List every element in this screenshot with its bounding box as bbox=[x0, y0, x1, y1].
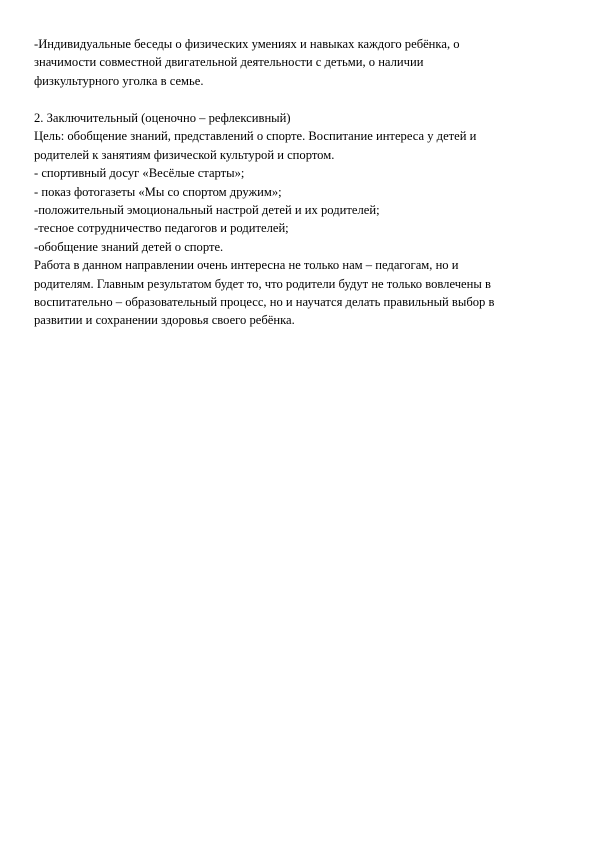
goal-line: родителей к занятиям физической культурой и спортом. bbox=[34, 147, 335, 162]
conclusion-line: Работа в данном направлении очень интересна не только нам – педагогам, но и bbox=[34, 258, 459, 273]
conclusion-line: воспитательно – образовательный процесс, но и научатся делать правильный выбор в bbox=[34, 295, 495, 310]
list-item: -обобщение знаний детей о спорте. bbox=[34, 239, 224, 254]
list-item: - спортивный досуг «Весёлые старты»; bbox=[34, 166, 245, 181]
intro-line: физкультурного уголка в семье. bbox=[34, 73, 204, 88]
conclusion-line: развитии и сохранении здоровья своего ребёнка. bbox=[34, 313, 295, 328]
section-final-stage bbox=[34, 109, 564, 330]
goal-line: Цель: обобщение знаний, представлений о спорте. Воспитание интереса у детей и bbox=[34, 129, 477, 144]
intro-line: -Индивидуальные беседы о физических умениях и навыках каждого ребёнка, о bbox=[34, 37, 460, 51]
list-item: - показ фотогазеты «Мы со спортом дружим»; bbox=[34, 184, 282, 199]
intro-paragraph bbox=[34, 35, 564, 90]
conclusion-line: родителям. Главным результатом будет то, что родители будут не только вовлечены в bbox=[34, 276, 491, 291]
list-item: -тесное сотрудничество педагогов и родителей; bbox=[34, 221, 289, 236]
section-heading: 2. Заключительный (оценочно – рефлексивный) bbox=[34, 111, 291, 125]
list-item: -положительный эмоциональный настрой детей и их родителей; bbox=[34, 203, 380, 218]
intro-line: значимости совместной двигательной деятельности с детьми, о наличии bbox=[34, 55, 424, 70]
